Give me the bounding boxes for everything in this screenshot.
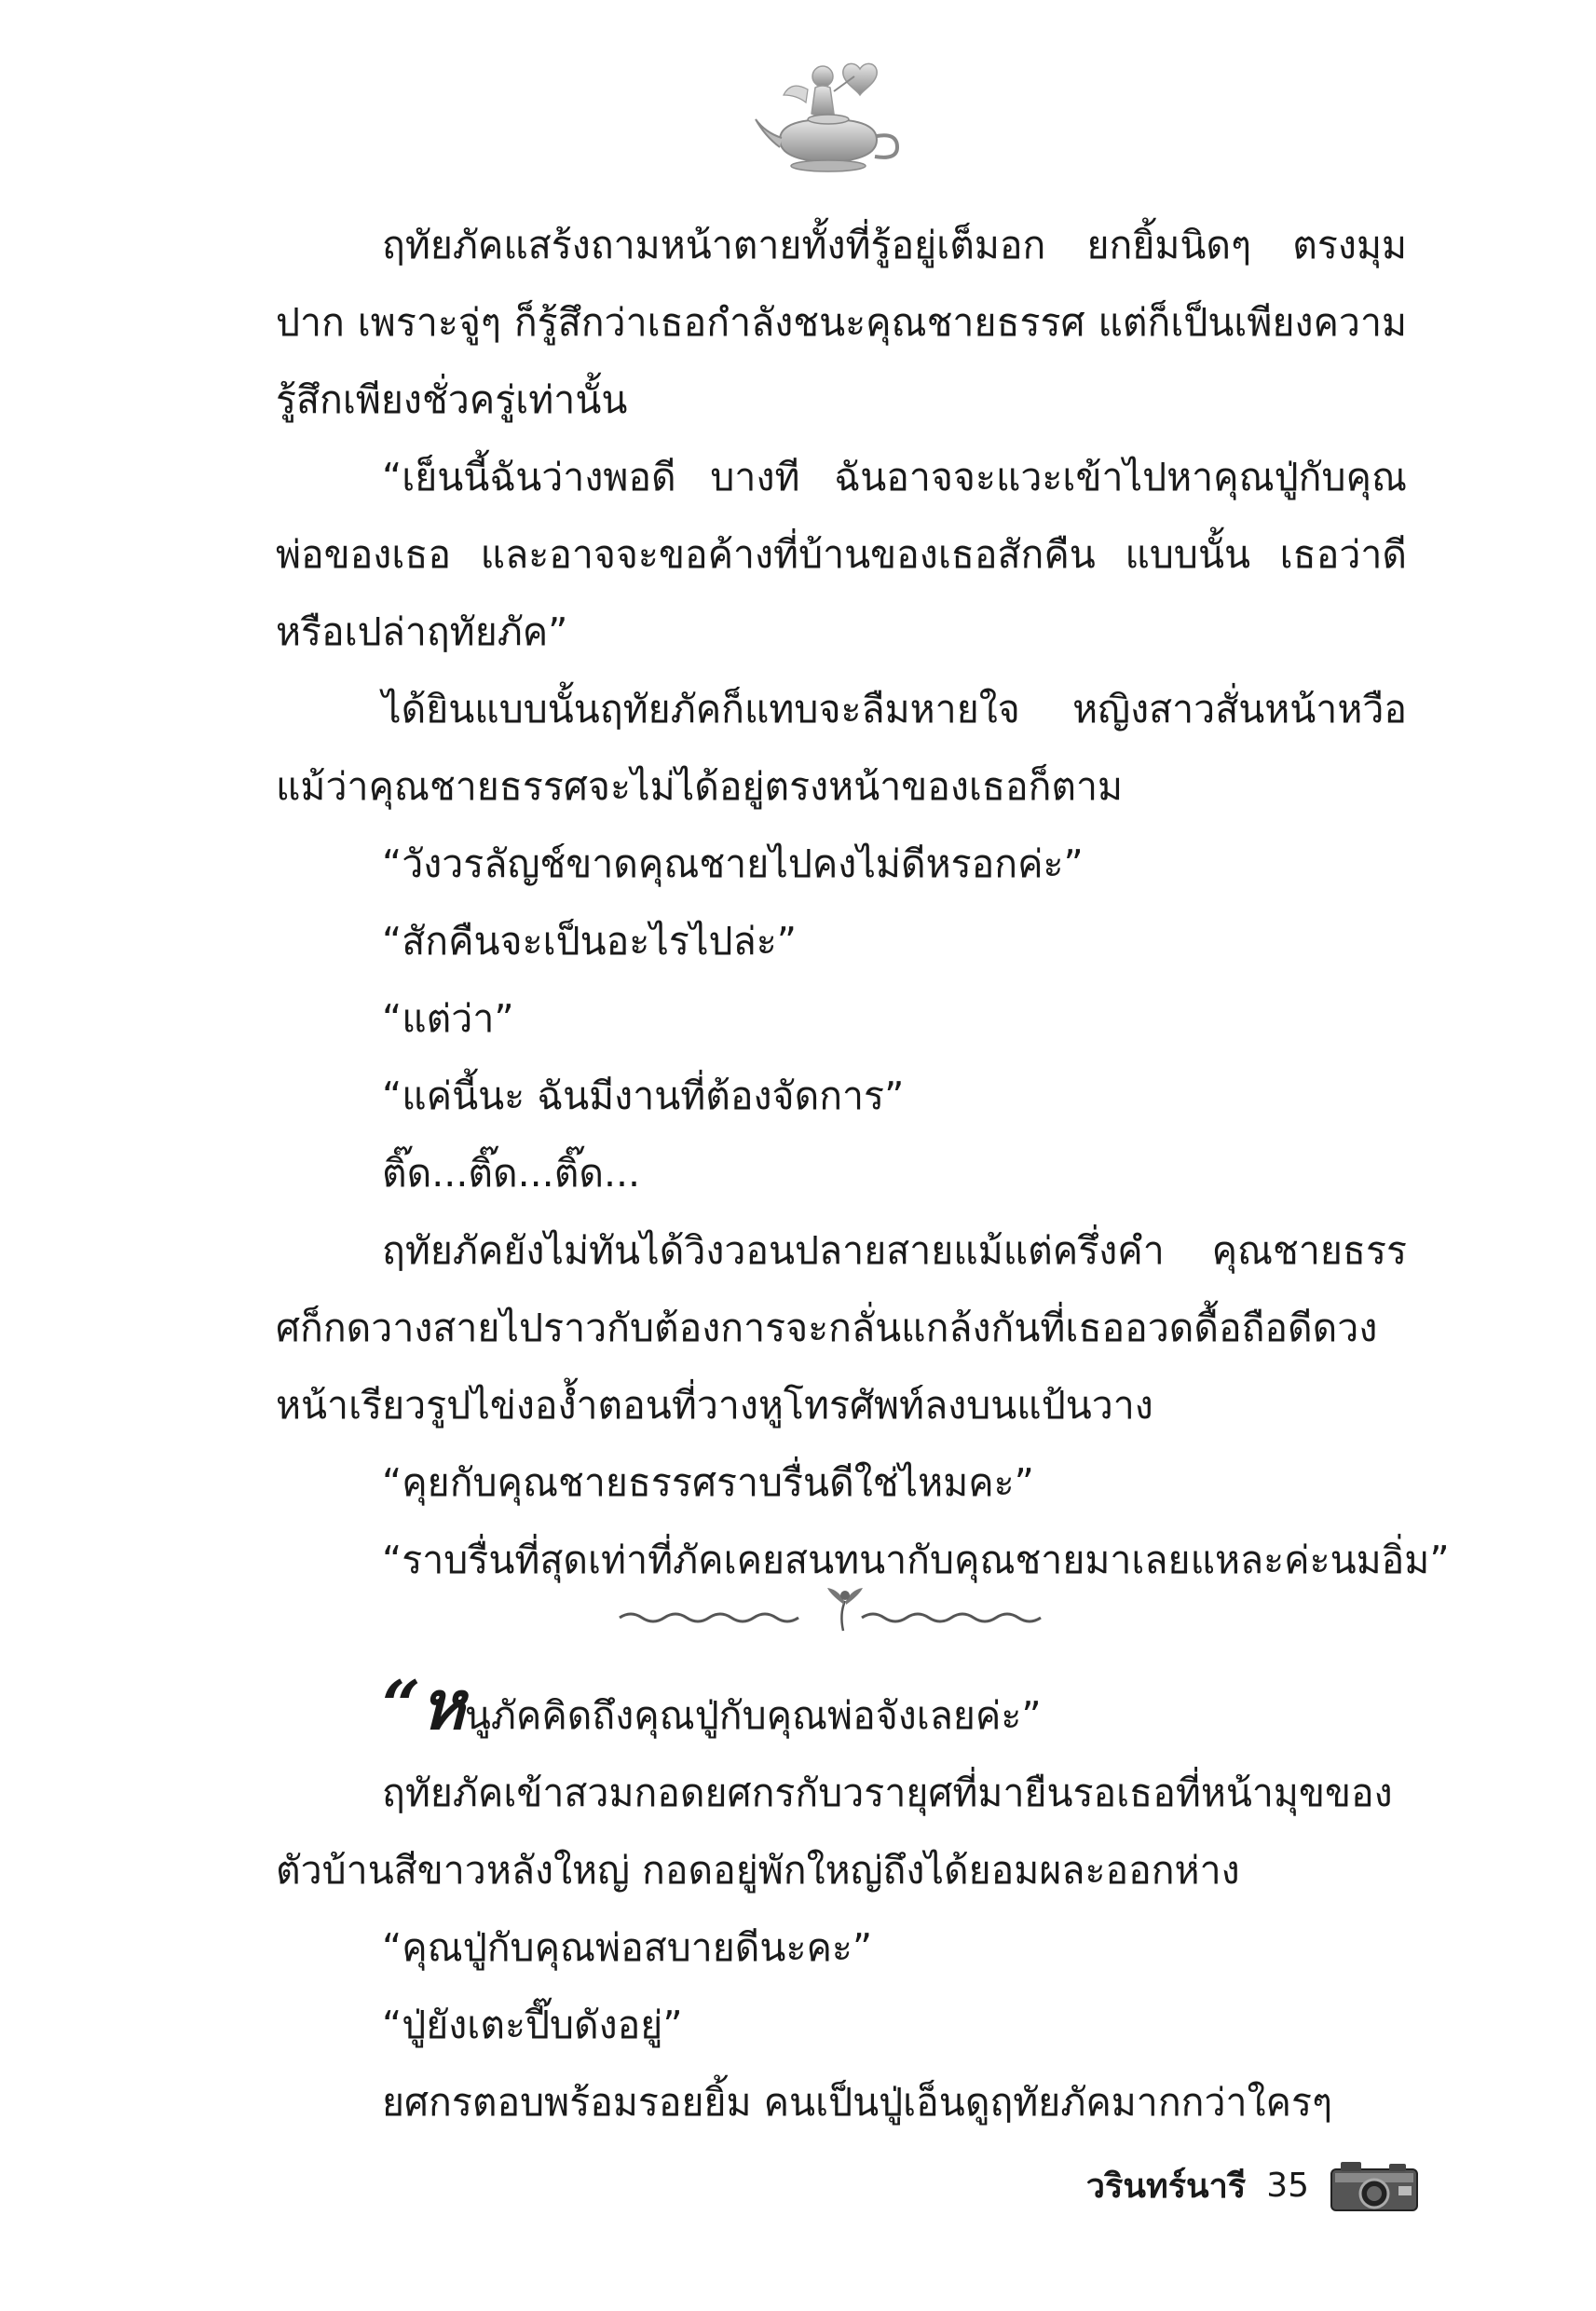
dialogue-line: “คุยกับคุณชายธรรศราบรื่นดีใช่ไหมคะ” (382, 1460, 1034, 1505)
paragraph: “เย็นนี้ฉันว่างพอดี บางที ฉันอาจจะแวะเข้าไปหาคุณปู่กับคุณพ่อของเธอ และอาจจะขอค้างที่บ้านของเธอสักคืน แบบนั้น เธอว่าดีหรือเปล่าฤทัยภัค” (276, 455, 1407, 654)
dialogue-line: “แต่ว่า” (382, 996, 514, 1041)
dialogue-line: “ราบรื่นที่สุดเท่าที่ภัคเคยสนทนากับคุณชายมาเลยแหละค่ะนมอิ่ม” (382, 1538, 1450, 1582)
flower-wave-divider-icon (610, 1584, 1076, 1640)
dialogue-line: “สักคืนจะเป็นอะไรไปล่ะ” (382, 919, 797, 964)
book-title: วรินทร์นารี (1085, 2167, 1247, 2206)
camera-icon (1330, 2158, 1419, 2212)
body-text-bottom (276, 1665, 1407, 2141)
teapot-cupid-ornament-icon (750, 48, 908, 188)
dialogue-line: “คุณปู่กับคุณพ่อสบายดีนะคะ” (382, 1925, 873, 1970)
dialogue-line: “วังวรลัญช์ขาดคุณชายไปคงไม่ดีหรอกค่ะ” (382, 841, 1084, 886)
paragraph: ฤทัยภัคยังไม่ทันได้วิงวอนปลายสายแม้แต่ครึ่งคำ คุณชายธรรศก็กดวางสายไปราวกับต้องการจะกลั่นแกล้งกันที่เธออวดดื้อถือดีดวงหน้าเรียวรูปไข่งองํ้าตอนที่วางหูโทรศัพท์ลงบนแป้นวาง (276, 1228, 1407, 1428)
chapter-opening-line (276, 1665, 1407, 1755)
page-number: 35 (1266, 2166, 1309, 2205)
body-text-bottom-paragraphs (276, 1755, 1407, 2141)
page-footer (1086, 2153, 1419, 2218)
drop-cap: “ห (382, 1665, 465, 1744)
opening-line-text: นูภัคคิดถึงคุณปู่กับคุณพ่อจังเลยค่ะ” (464, 1693, 1042, 1738)
paragraph: ได้ยินแบบนั้นฤทัยภัคก็แทบจะลืมหายใจ หญิงสาวสั่นหน้าหวือแม้ว่าคุณชายธรรศจะไม่ได้อยู่ตรงหน้าของเธอก็ตาม (276, 687, 1407, 809)
dialogue-line: “แค่นี้นะ ฉันมีงานที่ต้องจัดการ” (382, 1073, 905, 1118)
paragraph: ฤทัยภัคแสร้งถามหน้าตายทั้งที่รู้อยู่เต็มอก ยกยิ้มนิดๆ ตรงมุมปาก เพราะจู่ๆ ก็รู้สึกว่าเธอกำลังชนะคุณชายธรรศ แต่ก็เป็นเพียงความรู้สึกเพียงชั่วครู่เท่านั้น (276, 223, 1407, 422)
body-text-top (276, 207, 1450, 1599)
dialogue-line: ยศกรตอบพร้อมรอยยิ้ม คนเป็นปู่เอ็นดูฤทัยภัคมากกว่าใครๆ (382, 2080, 1333, 2125)
dialogue-line: “ปู่ยังเตะปี๊บดังอยู่” (382, 2003, 683, 2047)
dialogue-line: ติ๊ด...ติ๊ด...ติ๊ด... (382, 1151, 641, 1196)
paragraph: ฤทัยภัคเข้าสวมกอดยศกรกับวรายุศที่มายืนรอเธอที่หน้ามุขของตัวบ้านสีขาวหลังใหญ่ กอดอยู่พักใหญ่ถึงได้ยอมผละออกห่าง (276, 1771, 1393, 1893)
